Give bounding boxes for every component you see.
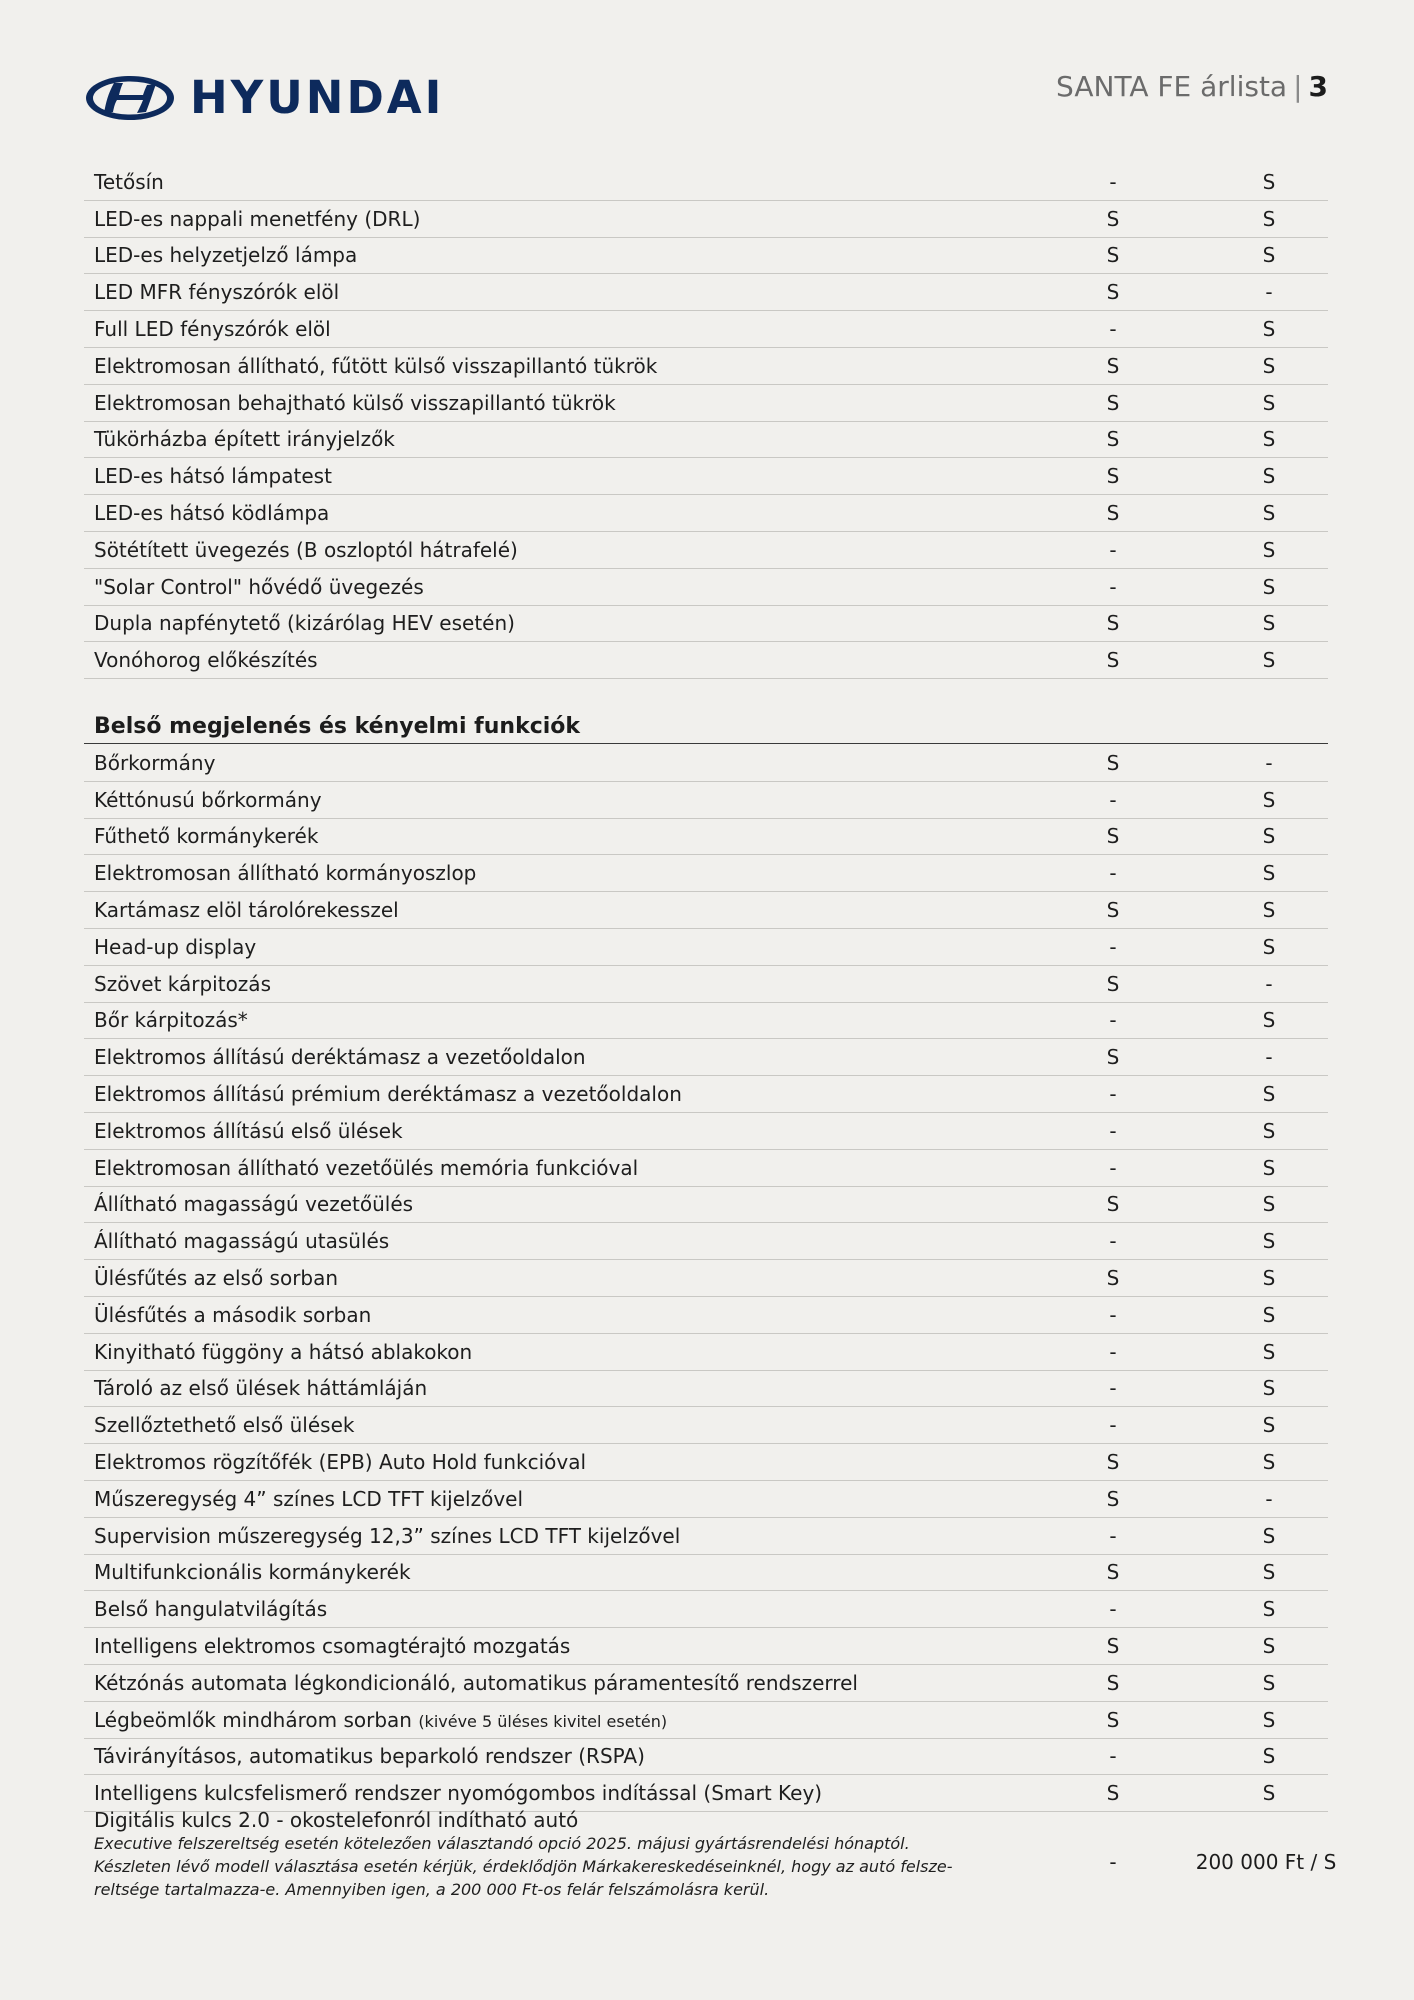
feature-name: Távirányításos, automatikus beparkoló rendszer (RSPA) [94,1744,645,1769]
feature-name: Elektromosan állítható, fűtött külső visszapillantó tükrök [94,353,658,378]
feature-label [84,1192,1140,1216]
value-cell-col1: - [1109,1302,1117,1327]
value-cell-col2: S [1262,353,1276,378]
feature-label [84,391,1140,415]
value-cell-col1: - [1109,1155,1117,1180]
feature-name: Tároló az első ülések háttámláján [94,1376,428,1401]
feature-name: Full LED fényszórók elöl [94,317,331,342]
value-cell-col2: S [1262,1008,1276,1033]
feature-name: Elektromos rögzítőfék (EPB) Auto Hold funkcióval [94,1450,587,1475]
value-cell-col1: - [1109,787,1117,812]
table-row [84,642,1328,679]
hyundai-logo-icon [84,74,176,122]
value-cell-col2: S [1262,169,1276,194]
feature-label [84,575,1140,599]
value-cell-col1: - [1109,1339,1117,1364]
value-cell-col1: - [1109,1744,1117,1769]
value-cell-col2: S [1262,934,1276,959]
page-reference [1056,70,1328,103]
feature-label [84,1266,1140,1290]
table-row [84,745,1328,782]
value-cell-col2: S [1262,317,1276,342]
value-cell-col1: S [1106,1707,1120,1732]
feature-label [84,280,1140,304]
value-cell-col2: S [1262,1339,1276,1364]
table-row [84,495,1328,532]
value-cell-col2: S [1262,1523,1276,1548]
value-cell-col1: - [1109,1118,1117,1143]
value-cell-col1: S [1106,898,1120,923]
feature-name: Elektromos állítású első ülések [94,1118,403,1143]
value-cell-col1: - [1109,1229,1117,1254]
feature-name: Kartámasz elöl tárolórekesszel [94,898,399,923]
feature-label [84,170,1140,194]
value-cell-col2: 200 000 Ft / S [1195,1850,1337,1874]
feature-label [84,1119,1140,1143]
table-row [84,782,1328,819]
value-cell-col1: - [1109,169,1117,194]
table-row [84,1702,1328,1739]
table-row [84,1481,1328,1518]
feature-name: "Solar Control" hővédő üvegezés [94,574,424,599]
table-row [84,385,1328,422]
table-row [84,458,1328,495]
table-row-digital-key [84,1808,1337,1901]
feature-label [84,1450,1140,1474]
table-row [84,1223,1328,1260]
value-cell-col2: S [1262,1229,1276,1254]
feature-label [84,1781,1140,1805]
feature-name: Elektromosan állítható vezetőülés memória funkcióval [94,1155,639,1180]
value-cell-col2: S [1262,574,1276,599]
feature-name: Ülésfűtés az első sorban [94,1266,339,1291]
feature-name: Intelligens elektromos csomagtérajtó mozgatás [94,1634,571,1659]
table-row [84,238,1328,275]
table-row [84,1591,1328,1628]
table-row [84,855,1328,892]
value-cell-col1: S [1106,353,1120,378]
feature-name: Elektromosan állítható kormányoszlop [94,861,477,886]
value-cell-col1: S [1106,1450,1120,1475]
table-row [84,1555,1328,1592]
value-cell-col2: - [1265,971,1273,996]
feature-label [84,427,1140,451]
value-cell-col2: S [1262,1560,1276,1585]
feature-label [84,861,1140,885]
value-cell-col1: S [1106,1045,1120,1070]
value-cell-col1: - [1109,1008,1117,1033]
feature-label [84,648,1140,672]
feature-label [84,207,1140,231]
feature-name: Dupla napfénytető (kizárólag HEV esetén) [94,611,515,636]
table-row [84,1334,1328,1371]
table-row [84,164,1328,201]
feature-name: LED-es nappali menetfény (DRL) [94,206,421,231]
feature-name: Állítható magasságú vezetőülés [94,1192,414,1217]
feature-label [84,788,1140,812]
value-cell-col2: S [1262,390,1276,415]
table-row [84,1628,1328,1665]
value-cell-col1: S [1106,427,1120,452]
value-cell-col2: S [1262,206,1276,231]
feature-label [84,935,1140,959]
brand-wordmark: HYUNDAI [190,71,445,124]
feature-name: Elektromosan behajtható külső visszapillantó tükrök [94,390,616,415]
table-row [84,1003,1328,1040]
value-cell-col2: S [1262,1192,1276,1217]
feature-label [84,898,1140,922]
value-cell-col2: - [1265,1486,1273,1511]
table-row [84,1444,1328,1481]
table-row [84,1518,1328,1555]
brand-logo [84,71,445,124]
digital-key-text [84,1808,1140,1901]
value-cell-col1: S [1106,280,1120,305]
feature-name: Légbeömlők mindhárom sorban [94,1707,412,1732]
table-row [84,1260,1328,1297]
feature-label [84,317,1140,341]
feature-label [84,751,1140,775]
feature-name: Vonóhorog előkészítés [94,648,318,673]
feature-label [84,1487,1140,1511]
table-row [84,892,1328,929]
feature-name: Bőrkormány [94,750,216,775]
table-row [84,929,1328,966]
table-row [84,1665,1328,1702]
feature-label [84,972,1140,996]
value-cell-col2: S [1262,898,1276,923]
value-cell-col1: - [1109,861,1117,886]
feature-name: Kinyitható függöny a hátsó ablakokon [94,1339,473,1364]
table-row [84,1739,1328,1776]
value-cell-col1: - [1109,1413,1117,1438]
feature-label [84,824,1140,848]
feature-label [84,1303,1140,1327]
feature-label [84,538,1140,562]
table-row [84,311,1328,348]
feature-label [84,501,1140,525]
value-cell-col2: S [1262,464,1276,489]
value-cell-col1: S [1106,464,1120,489]
feature-label [84,1376,1140,1400]
value-cell-col2: S [1262,1376,1276,1401]
feature-name: Fűthető kormánykerék [94,824,319,849]
feature-name: Szellőztethető első ülések [94,1413,355,1438]
value-cell-col2: S [1262,501,1276,526]
page-number: 3 [1308,70,1328,103]
feature-label [84,1008,1140,1032]
value-cell-col2: S [1262,1744,1276,1769]
feature-name: Tetősín [94,169,164,194]
value-cell-col1: S [1106,390,1120,415]
table-row [84,532,1328,569]
value-cell-col1: - [1109,934,1117,959]
table-row [84,1113,1328,1150]
feature-name: Szövet kárpitozás [94,971,271,996]
digital-key-description [94,1832,994,1901]
value-cell-col1: - [1109,1850,1117,1874]
feature-label [84,1597,1140,1621]
description-line: reltsége tartalmazza-e. Amennyiben igen, a 200 000 Ft-os felár felszámolásra kerül. [94,1880,770,1899]
feature-label [84,1413,1140,1437]
feature-name: Elektromos állítású deréktámasz a vezetőoldalon [94,1045,586,1070]
table-row [84,1371,1328,1408]
value-cell-col2: S [1262,1082,1276,1107]
digital-key-title: Digitális kulcs 2.0 - okostelefonról indítható autó [94,1808,579,1832]
value-cell-col1: - [1109,537,1117,562]
section-title-interior: Belső megjelenés és kényelmi funkciók [84,710,1328,744]
value-cell-col2: S [1262,1155,1276,1180]
feature-label [84,1340,1140,1364]
value-cell-col1: - [1109,1597,1117,1622]
feature-name: LED-es hátsó lámpatest [94,464,332,489]
value-cell-col1: S [1106,1670,1120,1695]
feature-label [84,1708,1140,1732]
table-row [84,1076,1328,1113]
value-cell-col2: S [1262,537,1276,562]
table-row [84,606,1328,643]
value-cell-col2: S [1262,1302,1276,1327]
table-row [84,1775,1328,1812]
table-row [84,422,1328,459]
feature-name: Kéttónusú bőrkormány [94,787,322,812]
feature-name: Supervision műszeregység 12,3” színes LCD TFT kijelzővel [94,1523,681,1548]
value-cell-col1: S [1106,1560,1120,1585]
feature-name: Bőr kárpitozás* [94,1008,248,1033]
value-cell-col1: S [1106,1781,1120,1806]
value-cell-col2: S [1262,1118,1276,1143]
value-cell-col2: - [1265,280,1273,305]
value-cell-col1: S [1106,1486,1120,1511]
value-cell-col2: S [1262,824,1276,849]
feature-label [84,611,1140,635]
value-cell-col2: S [1262,1707,1276,1732]
feature-label [84,243,1140,267]
table-row [84,1407,1328,1444]
feature-name: Tükörházba épített irányjelzők [94,427,395,452]
table-row [84,201,1328,238]
feature-label [84,354,1140,378]
feature-name: Multifunkcionális kormánykerék [94,1560,411,1585]
value-cell-col1: - [1109,574,1117,599]
value-cell-col1: S [1106,501,1120,526]
value-cell-col1: S [1106,611,1120,636]
exterior-features-table [84,164,1328,679]
feature-name: Belső hangulatvilágítás [94,1597,328,1622]
table-row [84,274,1328,311]
value-cell-col2: S [1262,611,1276,636]
value-cell-col1: S [1106,243,1120,268]
feature-label [84,1045,1140,1069]
value-cell-col1: S [1106,1266,1120,1291]
feature-name: Állítható magasságú utasülés [94,1229,390,1254]
feature-label [84,1560,1140,1584]
value-cell-col2: S [1262,1266,1276,1291]
table-row [84,1187,1328,1224]
table-row [84,569,1328,606]
value-cell-col2: S [1262,861,1276,886]
value-cell-col1: S [1106,750,1120,775]
feature-name: Műszeregység 4” színes LCD TFT kijelzővel [94,1486,524,1511]
feature-label [84,1082,1140,1106]
table-row [84,1039,1328,1076]
feature-label [84,1524,1140,1548]
feature-name: Intelligens kulcsfelismerő rendszer nyomógombos indítással (Smart Key) [94,1781,823,1806]
value-cell-col1: - [1109,1523,1117,1548]
value-cell-col2: S [1262,1413,1276,1438]
feature-label [84,464,1140,488]
feature-name: LED-es helyzetjelző lámpa [94,243,358,268]
feature-label [84,1671,1140,1695]
value-cell-col2: S [1262,1634,1276,1659]
feature-label [84,1744,1140,1768]
feature-label [84,1634,1140,1658]
value-cell-col2: S [1262,243,1276,268]
table-row [84,1150,1328,1187]
value-cell-col2: S [1262,1450,1276,1475]
page-header [0,0,1414,140]
feature-note: (kivéve 5 üléses kivitel esetén) [418,1711,668,1731]
feature-name: Sötétített üvegezés (B oszloptól hátrafelé) [94,537,518,562]
value-cell-col2: - [1265,1045,1273,1070]
feature-name: LED MFR fényszórók elöl [94,280,340,305]
table-row [84,819,1328,856]
feature-name: Elektromos állítású prémium deréktámasz a vezetőoldalon [94,1082,682,1107]
feature-name: Head-up display [94,934,257,959]
table-row [84,966,1328,1003]
value-cell-col1: - [1109,317,1117,342]
title-separator: | [1293,70,1303,103]
feature-name: LED-es hátsó ködlámpa [94,501,330,526]
value-cell-col2: S [1262,427,1276,452]
feature-name: Ülésfűtés a második sorban [94,1302,372,1327]
feature-label [84,1229,1140,1253]
value-cell-col2: S [1262,648,1276,673]
value-cell-col1: S [1106,206,1120,231]
feature-label [84,1156,1140,1180]
value-cell-col1: S [1106,1192,1120,1217]
description-line: Executive felszereltség esetén kötelezően választandó opció 2025. májusi gyártásrendelési hónaptól. [94,1834,910,1853]
value-cell-col1: - [1109,1376,1117,1401]
table-row [84,348,1328,385]
document-title: SANTA FE árlista [1056,70,1288,103]
value-cell-col2: - [1265,750,1273,775]
description-line: Készleten lévő modell választása esetén kérjük, érdeklődjön Márkakereskedéseinknél, hogy az autó felsze- [94,1857,953,1876]
feature-name: Kétzónás automata légkondicionáló, automatikus páramentesítő rendszerrel [94,1670,858,1695]
value-cell-col1: S [1106,1634,1120,1659]
value-cell-col1: S [1106,648,1120,673]
value-cell-col2: S [1262,1597,1276,1622]
value-cell-col1: S [1106,971,1120,996]
value-cell-col1: S [1106,824,1120,849]
table-row [84,1297,1328,1334]
value-cell-col1: - [1109,1082,1117,1107]
interior-features-table [84,745,1328,1812]
value-cell-col2: S [1262,1781,1276,1806]
value-cell-col2: S [1262,1670,1276,1695]
value-cell-col2: S [1262,787,1276,812]
